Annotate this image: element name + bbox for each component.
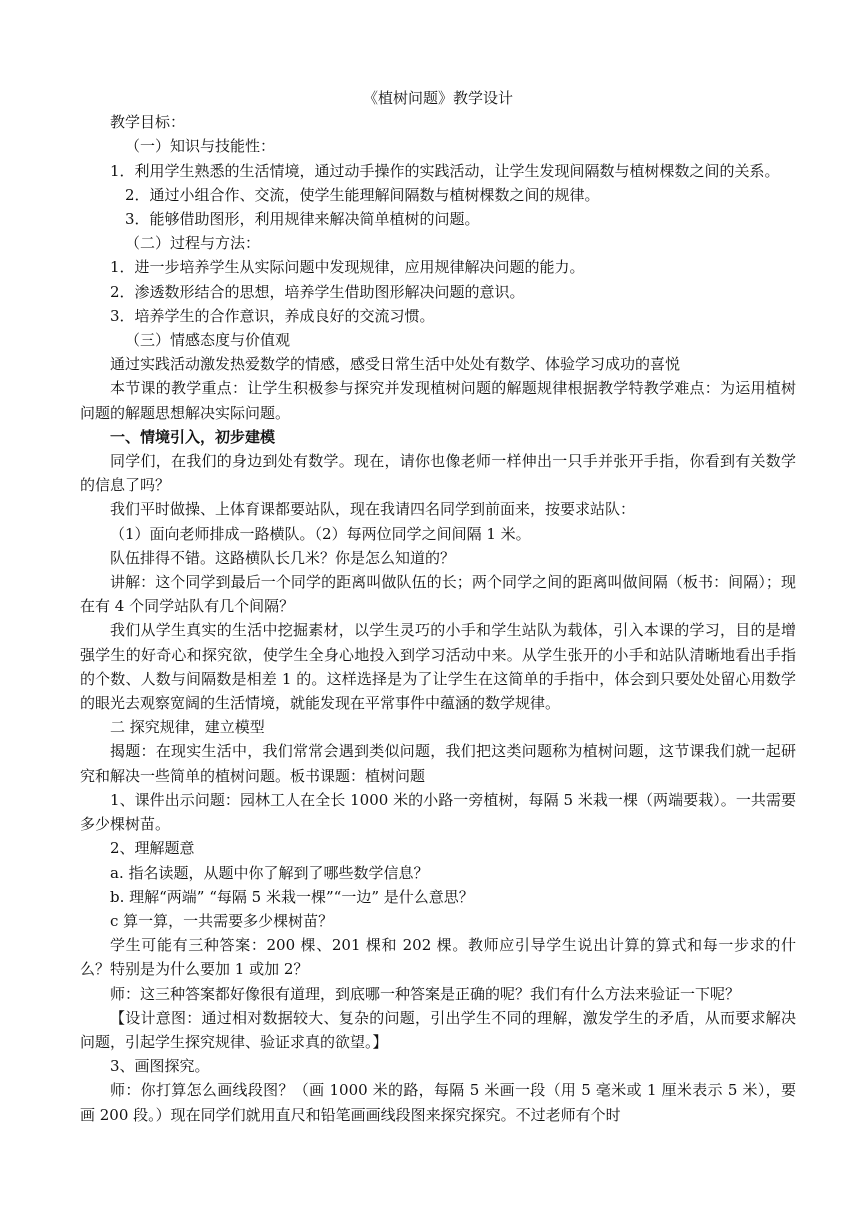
document-body — [80, 86, 796, 1127]
paragraph: 1、课件出示问题：园林工人在全长 1000 米的小路一旁植树，每隔 5 米栽一棵（两端要栽）。一共需要多少棵树苗。 — [80, 790, 796, 834]
paragraph: 师：这三种答案都好像很有道理，到底哪一种答案是正确的呢？我们有什么方法来验证一下呢？ — [110, 984, 741, 1003]
paragraph: 二 探究规律，建立模型 — [110, 718, 265, 737]
paragraph: 教学目标： — [110, 113, 186, 132]
paragraph: （1）面向老师排成一路横队。（2）每两位同学之间间隔 1 米。 — [110, 524, 531, 543]
paragraph: 队伍排得不错。这路横队长几米？你是怎么知道的？ — [110, 548, 456, 567]
paragraph: （三）情感态度与价值观 — [125, 331, 291, 350]
paragraph: a. 指名读题，从题中你了解到了哪些数学信息？ — [110, 863, 429, 882]
paragraph: c 算一算，一共需要多少棵树苗？ — [110, 911, 334, 930]
paragraph: b. 理解“两端” “每隔 5 米栽一棵”“一边” 是什么意思？ — [110, 887, 474, 906]
paragraph: 师：你打算怎么画线段图？（画 1000 米的路，每隔 5 米画一段（用 5 毫米或 1 厘米表示 5 米），要画 200 段。）现在同学们就用直尺和铅笔画画线段图来探究探究。不过老师有个时 — [80, 1081, 796, 1124]
paragraph: （二）过程与方法： — [125, 234, 261, 253]
paragraph: 2、理解题意 — [110, 839, 195, 858]
paragraph: 【设计意图：通过相对数据较大、复杂的问题，引出学生不同的理解，激发学生的矛盾，从而要求解决问题，引起学生探究规律、验证求真的欲望。】 — [80, 1008, 796, 1051]
paragraph: 我们从学生真实的生活中挖掘素材，以学生灵巧的小手和学生站队为载体，引入本课的学习，目的是增强学生的好奇心和探究欲，使学生全身心地投入到学习活动中来。从学生张开的小手和站队清晰地看出手指的个数、人数与间隔数是相差 1 的。这样选择是为了让学生在这简单的手指中，体会到只要处处留心用数学的眼光去观察宽阔的生活情境，就能发现在平常事件中蕴涵的数学规律。 — [80, 621, 796, 713]
paragraph: 3．能够借助图形，利用规律来解决简单植树的问题。 — [125, 210, 480, 229]
paragraph: 本节课的教学重点：让学生积极参与探究并发现植树问题的解题规律根据教学特教学难点：为运用植树问题的解题思想解决实际问题。 — [80, 379, 796, 422]
paragraph: 学生可能有三种答案：200 棵、201 棵和 202 棵。教师应引导学生说出计算的算式和每一步求的什么？特别是为什么要加 1 或加 2？ — [80, 936, 796, 979]
paragraph: （一）知识与技能性： — [125, 137, 276, 156]
paragraph: 3、画图探究。 — [110, 1057, 210, 1076]
paragraph: 讲解：这个同学到最后一个同学的距离叫做队伍的长；两个同学之间的距离叫做间隔（板书：间隔）；现在有 4 个同学站队有几个间隔？ — [80, 573, 796, 616]
paragraph: 同学们，在我们的身边到处有数学。现在，请你也像老师一样伸出一只手并张开手指，你看到有关数学的信息了吗？ — [80, 452, 796, 495]
document-title: 《植树问题》教学设计 — [362, 89, 513, 107]
paragraph: 1．进一步培养学生从实际问题中发现规律，应用规律解决问题的能力。 — [110, 258, 585, 277]
paragraph: 2．通过小组合作、交流，使学生能理解间隔数与植树棵数之间的规律。 — [125, 185, 600, 204]
paragraph: 1．利用学生熟悉的生活情境，通过动手操作的实践活动，让学生发现间隔数与植树棵数之间的关系。 — [110, 161, 780, 180]
paragraph: 我们平时做操、上体育课都要站队，现在我请四名同学到前面来，按要求站队： — [110, 500, 636, 519]
paragraph: 揭题：在现实生活中，我们常常会遇到类似问题，我们把这类问题称为植树问题，这节课我们就一起研究和解决一些简单的植树问题。板书课题：植树问题 — [80, 742, 796, 785]
paragraph: 3．培养学生的合作意识，养成良好的交流习惯。 — [110, 306, 435, 325]
paragraph: 通过实践活动激发热爱数学的情感，感受日常生活中处处有数学、体验学习成功的喜悦 — [110, 355, 681, 374]
paragraph: 2．渗透数形结合的思想，培养学生借助图形解决问题的意识。 — [110, 282, 525, 301]
paragraph: 一、情境引入，初步建模 — [110, 427, 276, 446]
paragraph-list — [80, 110, 796, 1127]
